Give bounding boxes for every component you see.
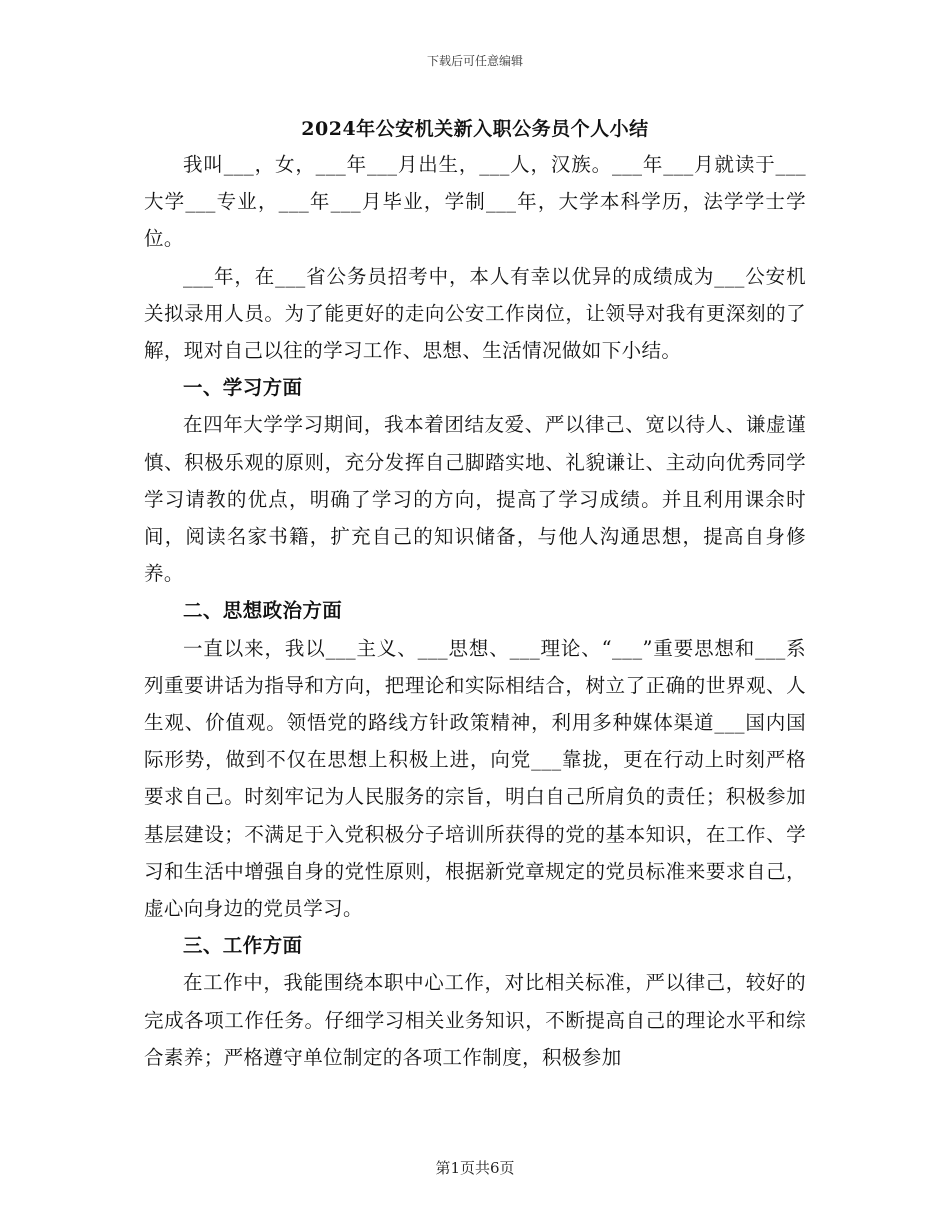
section-body-study: 在四年大学学习期间，我本着团结友爱、严以律己、宽以待人、谦虚谨慎、积极乐观的原则，充分发挥自己脚踏实地、礼貌谦让、主动向优秀同学学习请教的优点，明确了学习的方向，提高了学习成绩。并且利用课余时间，阅读名家书籍，扩充自己的知识储备，与他人沟通思想，提高自身修养。	[144, 413, 806, 586]
section-body-work: 在工作中，我能围绕本职中心工作，对比相关标准，严以律己，较好的完成各项工作任务。仔细学习相关业务知识，不断提高自己的理论水平和综合素养；严格遵守单位制定的各项工作制度，积极参加	[144, 971, 806, 1069]
intro-paragraph-2: ___年，在___省公务员招考中，本人有幸以优异的成绩成为___公安机关拟录用人员。为了能更好的走向公安工作岗位，让领导对我有更深刻的了解，现对自己以往的学习工作、思想、生活情况做如下小结。	[144, 264, 806, 363]
section-heading-politics: 二、思想政治方面	[183, 599, 343, 623]
header-note: 下载后可任意编辑	[426, 54, 523, 68]
section-heading-work: 三、工作方面	[183, 934, 303, 958]
section-body-politics: 一直以来，我以___主义、___思想、___理论、“___”重要思想和___系列重要讲话为指导和方向，把理论和实际相结合，树立了正确的世界观、人生观、价值观。领悟党的路线方针政策精神，利用多种媒体渠道___国内国际形势，做到不仅在思想上积极上进，向党___靠拢，更在行动上时刻严格要求自己。时刻牢记为人民服务的宗旨，明白自己所肩负的责任；积极参加基层建设；不满足于入党积极分子培训所获得的党的基本知识，在工作、学习和生活中增强自身的党性原则，根据新党章规定的党员标准来要求自己，虚心向身边的党员学习。	[144, 636, 806, 921]
intro-paragraph-1: 我叫___，女，___年___月出生，___人，汉族。___年___月就读于___大学___专业，___年___月毕业，学制___年，大学本科学历，法学学士学位。	[144, 153, 806, 251]
document-title: 2024年公安机关新入职公务员个人小结	[301, 118, 649, 140]
page-number-footer: 第1页共6页	[435, 1159, 515, 1177]
document-body	[144, 146, 806, 1076]
section-heading-study: 一、学习方面	[183, 376, 303, 400]
